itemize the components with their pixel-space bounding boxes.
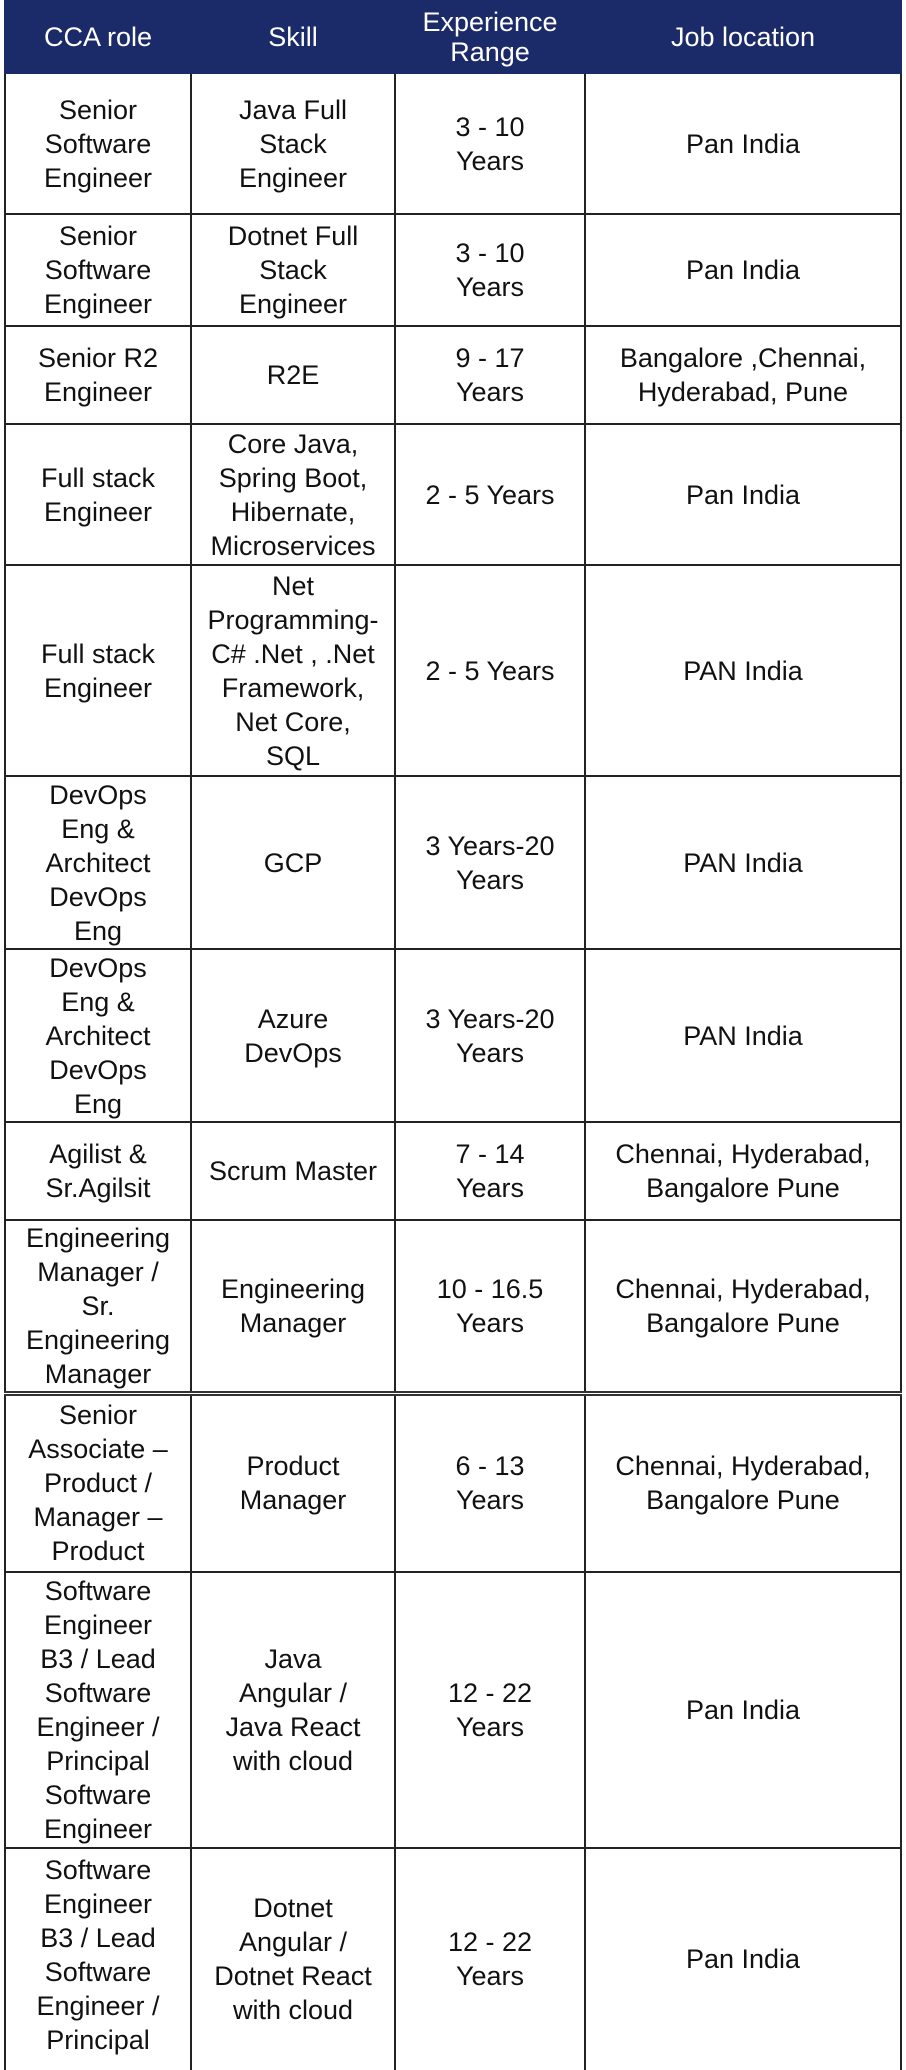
cell-cca-role: Senior Associate – Product / Manager – Product: [5, 1394, 191, 1572]
cell-experience: 2 - 5 Years: [395, 565, 585, 776]
cell-skill: Azure DevOps: [191, 949, 395, 1122]
cell-cca-role: Full stack Engineer: [5, 565, 191, 776]
cell-experience: 12 - 22 Years: [395, 1572, 585, 1848]
header-experience-range: Experience Range: [395, 1, 585, 73]
cell-location: PAN India: [585, 949, 901, 1122]
cell-skill: Dotnet Angular / Dotnet React with cloud: [191, 1848, 395, 2070]
table-row: [5, 424, 901, 565]
cell-skill: R2E: [191, 326, 395, 424]
table-row: [5, 1848, 901, 2070]
cell-skill: Net Programming- C# .Net , .Net Framework, Net Core, SQL: [191, 565, 395, 776]
cell-experience: 3 Years-20 Years: [395, 776, 585, 949]
cell-experience: 6 - 13 Years: [395, 1394, 585, 1572]
table-row: [5, 1572, 901, 1848]
cell-cca-role: Senior Software Engineer: [5, 214, 191, 326]
cell-skill: Core Java, Spring Boot, Hibernate, Microservices: [191, 424, 395, 565]
table-row: [5, 1394, 901, 1572]
cell-location: Chennai, Hyderabad, Bangalore Pune: [585, 1220, 901, 1394]
cell-location: Chennai, Hyderabad, Bangalore Pune: [585, 1394, 901, 1572]
cell-experience: 2 - 5 Years: [395, 424, 585, 565]
table-row: [5, 1122, 901, 1220]
table-row: [5, 326, 901, 424]
cell-location: PAN India: [585, 565, 901, 776]
table-header-row: [5, 1, 901, 73]
cell-location: Pan India: [585, 214, 901, 326]
cell-skill: Java Angular / Java React with cloud: [191, 1572, 395, 1848]
cell-skill: Dotnet Full Stack Engineer: [191, 214, 395, 326]
cell-location: Pan India: [585, 424, 901, 565]
cell-skill: Scrum Master: [191, 1122, 395, 1220]
cell-experience: 9 - 17 Years: [395, 326, 585, 424]
table-row: [5, 1220, 901, 1394]
cell-cca-role: Agilist & Sr.Agilsit: [5, 1122, 191, 1220]
cell-experience: 3 Years-20 Years: [395, 949, 585, 1122]
cell-location: Pan India: [585, 1572, 901, 1848]
cell-cca-role: Senior Software Engineer: [5, 73, 191, 214]
cell-experience: 3 - 10 Years: [395, 214, 585, 326]
cell-location: Pan India: [585, 1848, 901, 2070]
cell-experience: 10 - 16.5 Years: [395, 1220, 585, 1394]
cell-skill: Product Manager: [191, 1394, 395, 1572]
cell-cca-role: Software Engineer B3 / Lead Software Engineer / Principal: [5, 1848, 191, 2070]
header-cca-role: CCA role: [5, 1, 191, 73]
job-openings-table: [4, 0, 902, 2070]
cell-experience: 12 - 22 Years: [395, 1848, 585, 2070]
header-job-location: Job location: [585, 1, 901, 73]
table-row: [5, 565, 901, 776]
cell-skill: Java Full Stack Engineer: [191, 73, 395, 214]
cell-experience: 3 - 10 Years: [395, 73, 585, 214]
table-row: [5, 73, 901, 214]
table-row: [5, 949, 901, 1122]
cell-cca-role: Full stack Engineer: [5, 424, 191, 565]
cell-location: Chennai, Hyderabad, Bangalore Pune: [585, 1122, 901, 1220]
cell-cca-role: Software Engineer B3 / Lead Software Engineer / Principal Software Engineer: [5, 1572, 191, 1848]
header-skill: Skill: [191, 1, 395, 73]
table-row: [5, 776, 901, 949]
cell-skill: GCP: [191, 776, 395, 949]
cell-experience: 7 - 14 Years: [395, 1122, 585, 1220]
cell-location: PAN India: [585, 776, 901, 949]
cell-location: Pan India: [585, 73, 901, 214]
cell-cca-role: DevOps Eng & Architect DevOps Eng: [5, 949, 191, 1122]
cell-location: Bangalore ,Chennai, Hyderabad, Pune: [585, 326, 901, 424]
cell-skill: Engineering Manager: [191, 1220, 395, 1394]
table-row: [5, 214, 901, 326]
cell-cca-role: Engineering Manager / Sr. Engineering Manager: [5, 1220, 191, 1394]
cell-cca-role: DevOps Eng & Architect DevOps Eng: [5, 776, 191, 949]
cell-cca-role: Senior R2 Engineer: [5, 326, 191, 424]
